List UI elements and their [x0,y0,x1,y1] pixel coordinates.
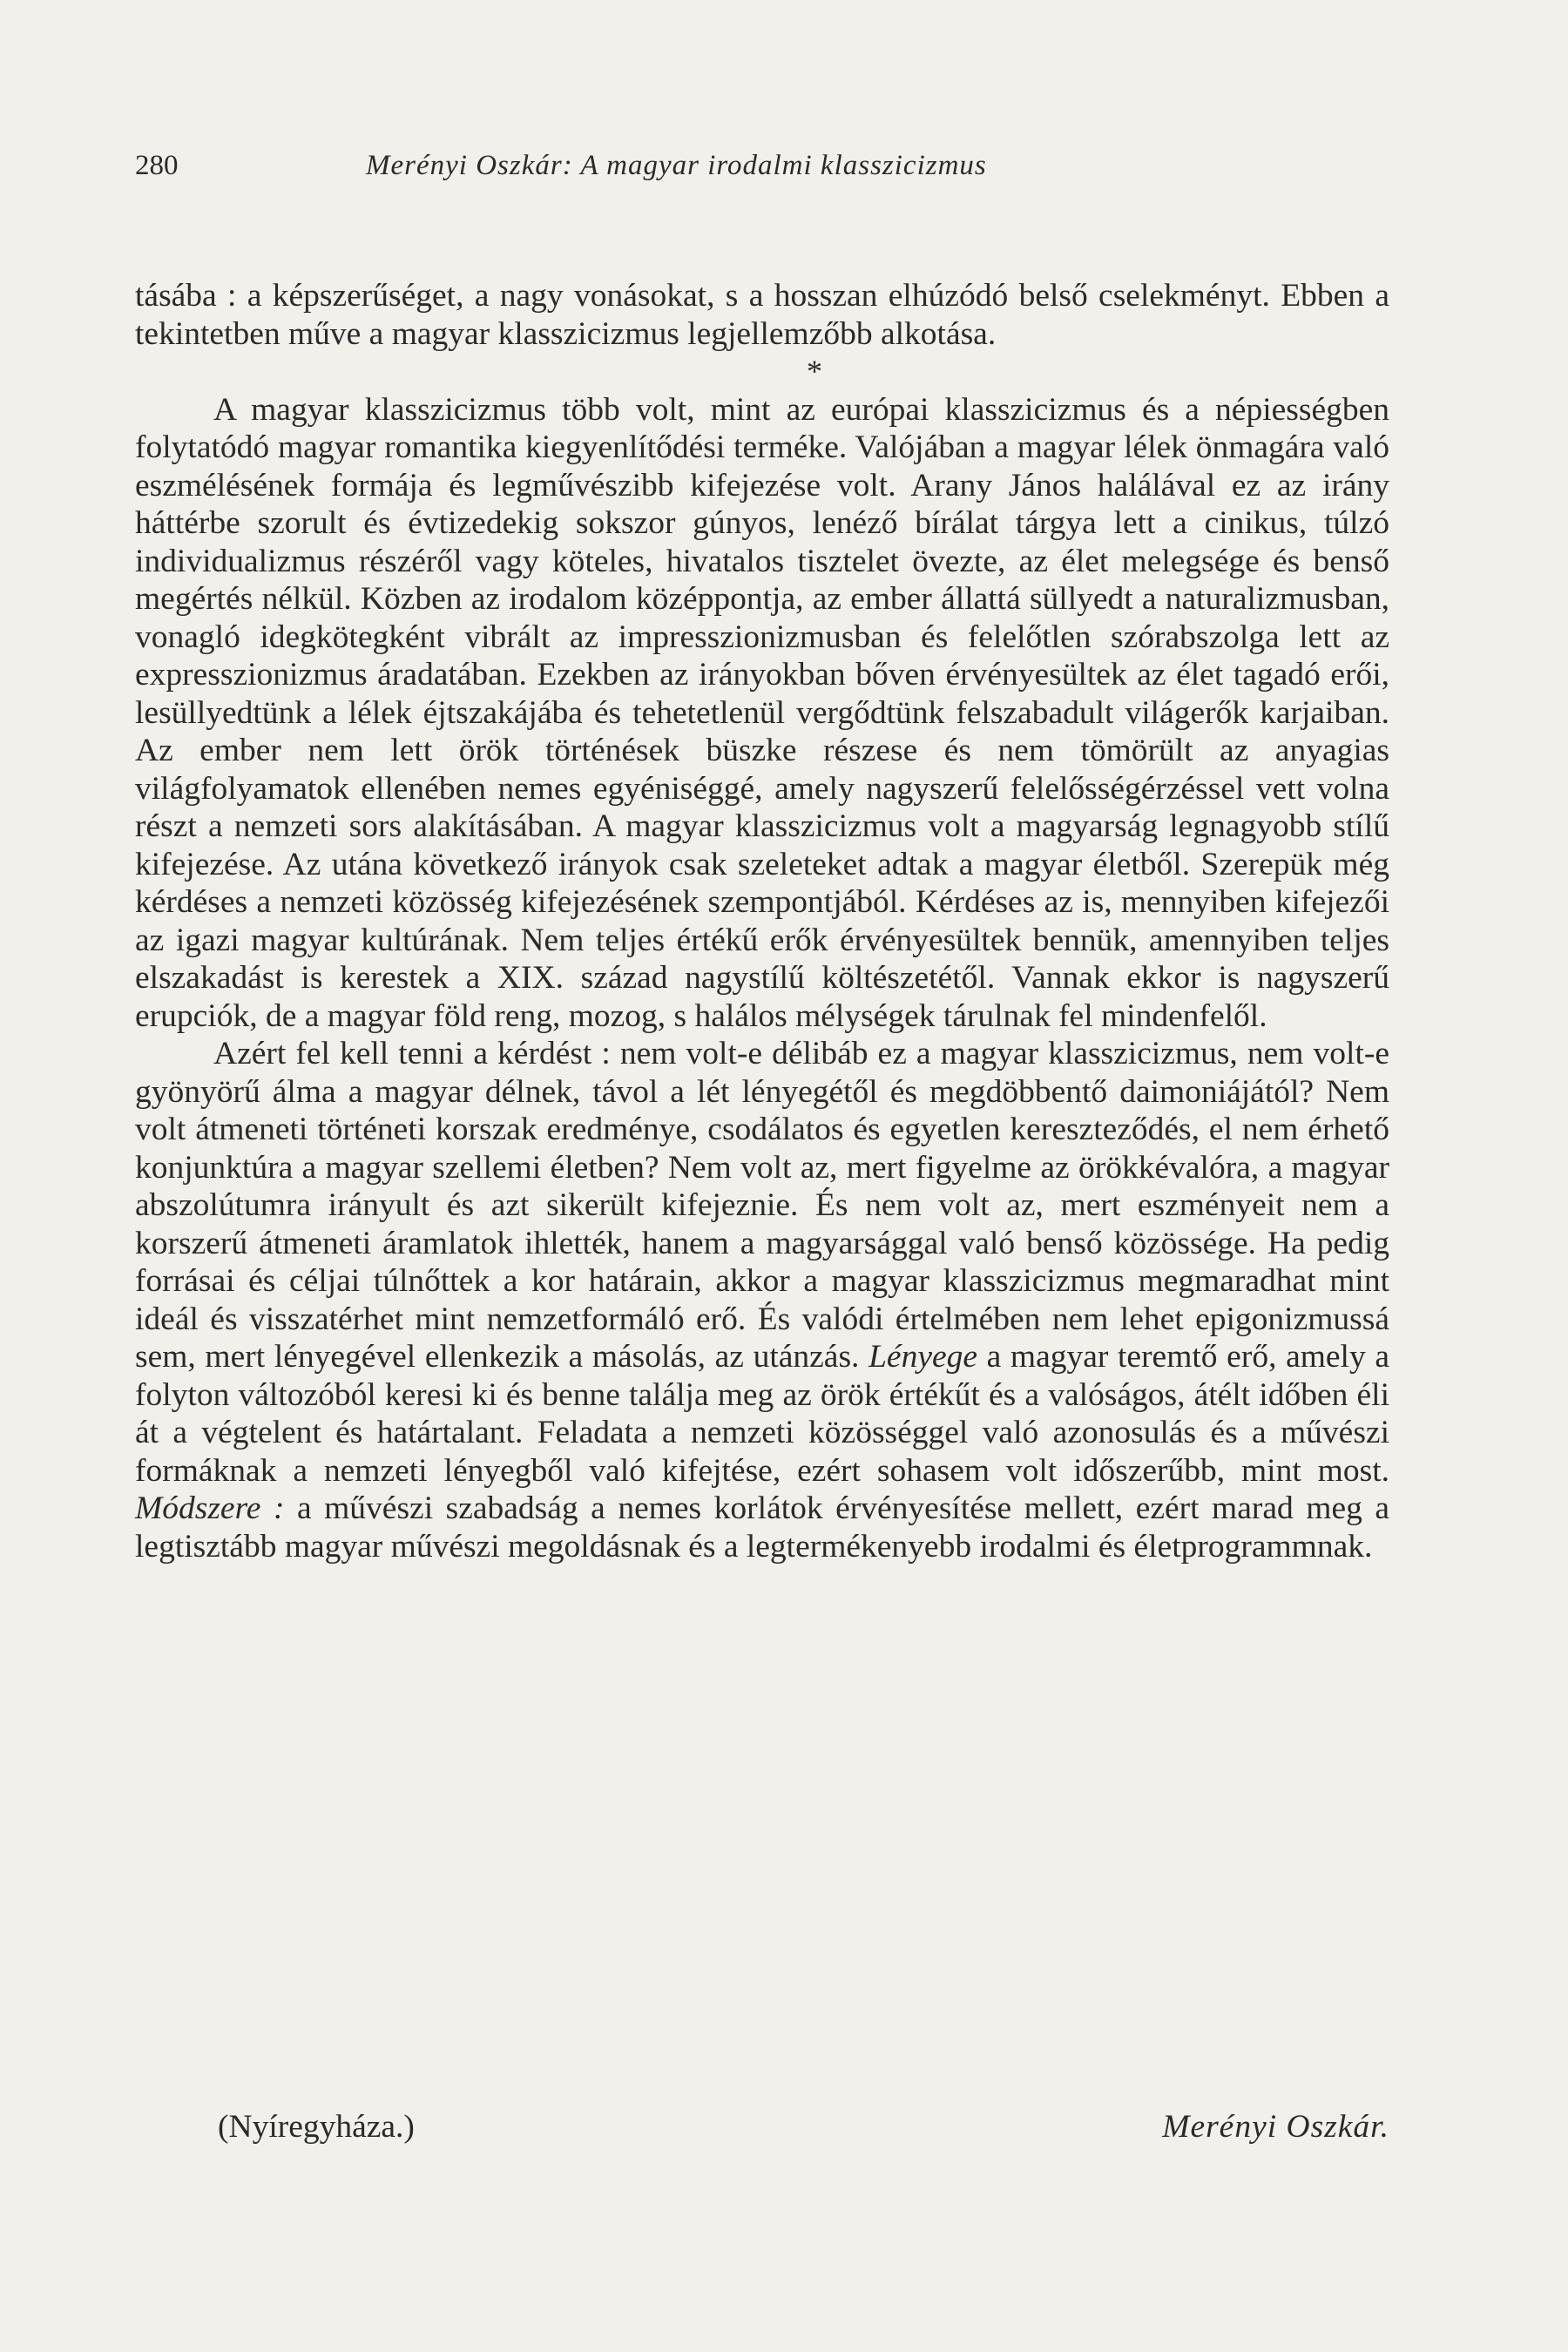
emphasis-modszere: Módszere : [135,1490,285,1526]
section-separator: * [807,354,822,389]
body-text [135,277,1389,1565]
paragraph-conclusion-part-2: a magyar teremtő erő, amely a folyton változóból keresi ki és benne találja meg az örök értékűt és a valóságos, átélt időben éli át a végtelent és határtalant. Feladata a nemzeti közösséggel való azonosulás és a művészi formáknak a nemzeti lényegből való kifejtése, ezért sohasem volt időszerűbb, mint most. [135,1339,1389,1489]
page-number: 280 [135,150,179,181]
page-header [135,150,1389,193]
running-title: Merényi Oszkár: A magyar irodalmi klasszicizmus [366,150,987,181]
paragraph-main: A magyar klasszicizmus több volt, mint az európai klasszicizmus és a népiességben folytatódó magyar romantika kiegyenlítődési terméke. Valójában a magyar lélek önmagára való eszmélésének formája és legművészibb kifejezése volt. Arany János halálával ez az irány háttérbe szorult és évtizedekig sokszor gúnyos, lenéző bírálat tárgya lett a cinikus, túlzó individualizmus részéről vagy köteles, hivatalos tisztelet övezte, az élet melegsége és benső megértés nélkül. Közben az irodalom középpontja, az ember állattá süllyedt a naturalizmusban, vonagló idegkötegként vibrált az impresszionizmusban és felelőtlen szórabszolga lett az expresszionizmus áradatában. Ezekben az irányokban bőven érvényesültek az élet tagadó erői, lesüllyedtünk a lélek éjtszakájába és tehetetlenül vergődtünk felszabadult világerők karjaiban. Az ember nem lett örök történések büszke részese és nem tömörült az anyagias világfolyamatok ellenében nemes egyéniséggé, amely nagyszerű felelősségérzéssel vett volna részt a nemzeti sors alakításában. A magyar klasszicizmus volt a magyarság legnagyobb stílű kifejezése. Az utána következő irányok csak szeleteket adtak a magyar életből. Szerepük még kérdéses a nemzeti közösség kifejezésének szempontjából. Kérdéses az is, mennyiben kifejezői az igazi magyar kultúrának. Nem teljes értékű erők érvényesültek bennük, amennyiben teljes elszakadást is kerestek a XIX. század nagystílű költészetétől. Vannak ekkor is nagyszerű erupciók, de a magyar föld reng, mozog, s halálos mélységek tárulnak fel mindenfelől. [135,391,1389,1034]
paragraph-continued: tásába : a képszerűséget, a nagy vonásokat, s a hosszan elhúzódó belső cselekményt. Ebben a tekintetben műve a magyar klasszicizmus legjellemzőbb alkotása. [135,278,1389,352]
place-of-writing: (Nyíregyháza.) [218,2109,415,2145]
emphasis-lenyege: Lényege [868,1339,977,1375]
paragraph-conclusion-part-3: a művészi szabadság a nemes korlátok érvényesítése mellett, ezért marad meg a legtisztább magyar művészi megoldásnak és a legtermékenyebb irodalmi és életprogrammnak. [135,1490,1390,1565]
paragraph-conclusion [135,1035,1389,1565]
paragraph-conclusion-part-1: Azért fel kell tenni a kérdést : nem volt-e délibáb ez a magyar klasszicizmus, nem volt-e gyönyörű álma a magyar délnek, távol a lét lényegétől és megdöbbentő daimoniájától? Nem volt átmeneti történeti korszak eredménye, csodálatos és egyetlen kereszteződés, el nem érhető konjunktúra a magyar szellemi életben? Nem volt az, mert figyelme az örökkévalóra, a magyar abszolútumra irányult és azt sikerült kifejeznie. És nem volt az, mert eszményeit nem a korszerű átmeneti áramlatok ihlették, hanem a magyarsággal való benső közössége. Ha pedig forrásai és céljai túlnőttek a kor határain, akkor a magyar klasszicizmus megmaradhat mint ideál és visszatérhet mint nemzetformáló erő. És valódi értelmében nem lehet epigonizmussá sem, mert lényegével ellenkezik a másolás, az utánzás. [135,1036,1389,1375]
author-signature: Merényi Oszkár. [1162,2109,1389,2145]
